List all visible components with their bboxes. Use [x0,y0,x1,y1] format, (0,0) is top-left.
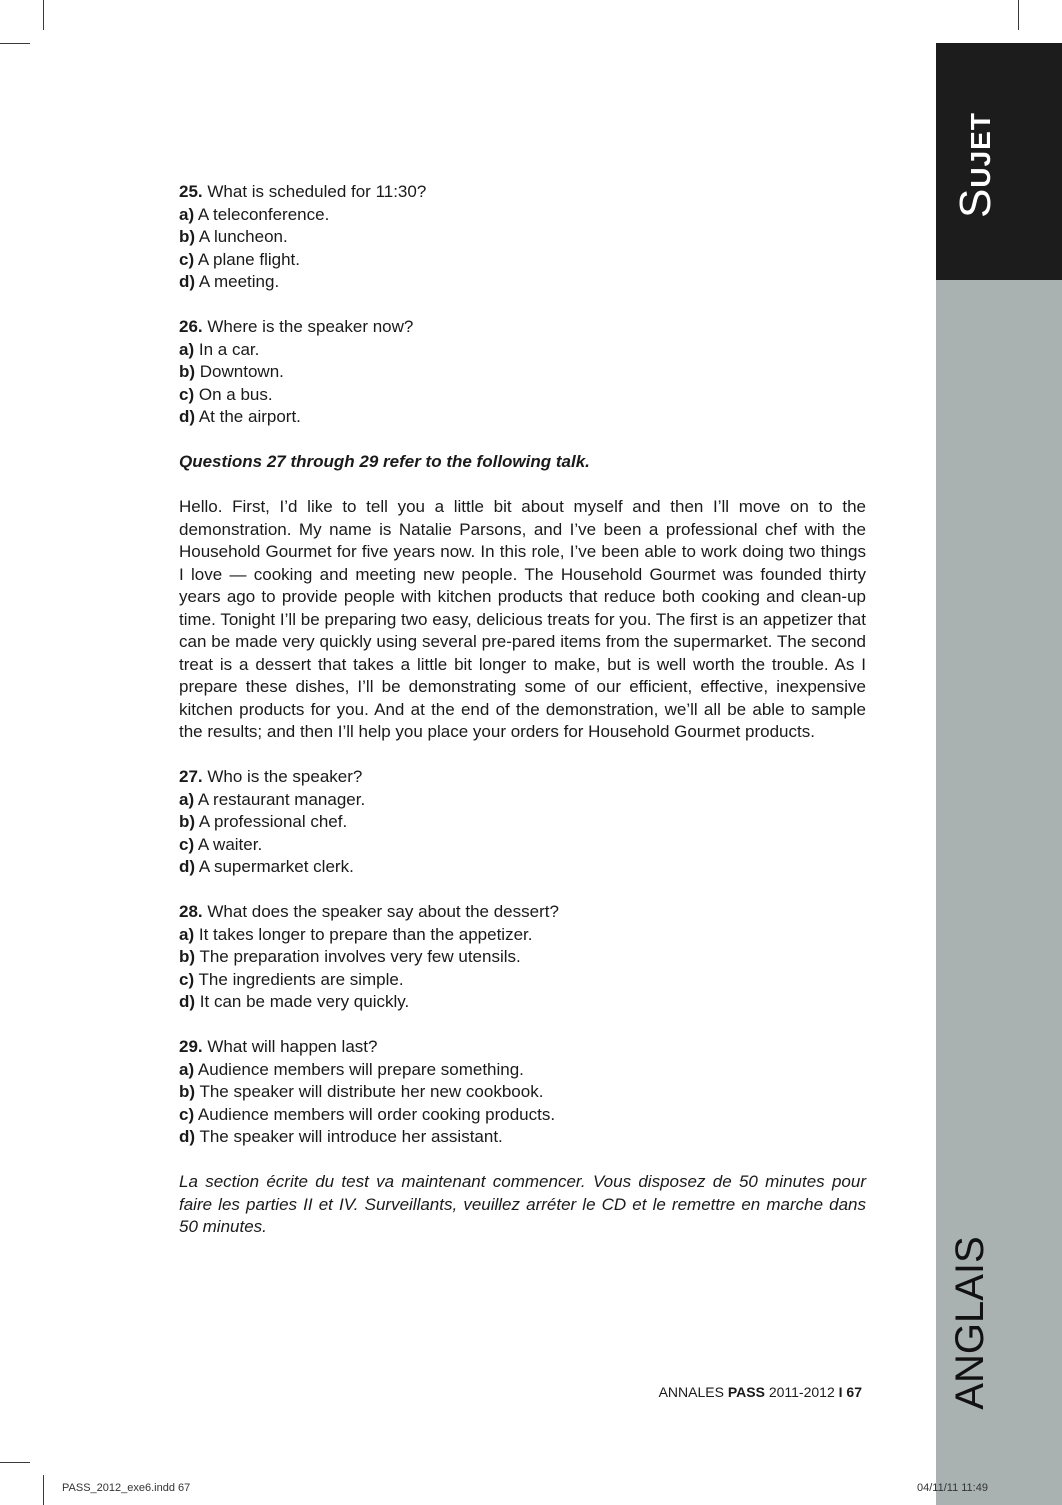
answer-option: c) Audience members will order cooking products. [179,1104,556,1124]
answer-option: b) Downtown. [179,362,284,381]
question-27 [179,766,866,879]
question-text: 27. Who is the speaker? [179,767,363,786]
section-heading: Questions 27 through 29 refer to the following talk. [179,452,590,471]
answer-option: a) In a car. [179,339,260,359]
answer-option: b) The speaker will distribute her new cookbook. [179,1082,544,1101]
answer-option: d) A supermarket clerk. [179,857,354,876]
print-slug-file: PASS_2012_exe6.indd 67 [62,1482,191,1494]
answer-option: d) It can be made very quickly. [179,992,410,1011]
answer-option: a) A teleconference. [179,204,330,224]
crop-mark [0,43,30,44]
crop-mark [0,1462,30,1463]
answer-option: c) On a bus. [179,384,273,404]
question-29 [179,1036,866,1149]
answer-option: b) A luncheon. [179,227,288,246]
answer-option: a) Audience members will prepare something. [179,1059,524,1079]
question-26 [179,316,866,429]
answer-option: b) The preparation involves very few utensils. [179,947,521,966]
crop-mark [43,1475,44,1505]
question-text: 25. What is scheduled for 11:30? [179,182,427,201]
answer-option: d) The speaker will introduce her assistant. [179,1127,503,1146]
crop-mark [1018,0,1019,30]
talk-transcript: Hello. First, I’d like to tell you a little bit about myself and then I’ll move on to the demonstration. My name is Natalie Parsons, and I’ve been a professional chef with the Household Gourmet for five years now. In this role, I’ve been able to work doing two things I love — cooking and meeting new people. The Household Gourmet was founded thirty years ago to provide people with kitchen products that reduce both cooking and clean-up time. Tonight I’ll be preparing two easy, delicious treats for you. The first is an appetizer that can be made very quickly using several pre-pared items from the supermarket. The second treat is a dessert that takes a little bit longer to make, but is well worth the trouble. As I prepare these dishes, I’ll be demonstrating some of our efficient, effective, inexpensive kitchen products for you. And at the end of the demonstration, we’ll all be able to sample the results; and then I’ll help you place your orders for Household Gourmet products. [179,497,866,741]
page-content [179,181,866,1239]
answer-option: b) A professional chef. [179,812,348,831]
question-28 [179,901,866,1014]
question-text: 28. What does the speaker say about the dessert? [179,902,559,921]
answer-option: c) A plane flight. [179,249,300,269]
answer-option: a) It takes longer to prepare than the appetizer. [179,924,533,944]
answer-option: c) The ingredients are simple. [179,969,404,989]
crop-mark [43,0,44,30]
page-footer: ANNALES PASS 2011-2012 I 67 [658,1384,862,1400]
question-25 [179,181,866,294]
anglais-label: ANGLAIS [948,1236,992,1410]
answer-option: d) At the airport. [179,407,301,426]
question-text: 29. What will happen last? [179,1037,378,1056]
question-text: 26. Where is the speaker now? [179,317,414,336]
answer-option: a) A restaurant manager. [179,789,366,809]
sujet-label: SUJET [951,112,1000,218]
answer-option: c) A waiter. [179,834,263,854]
closing-note: La section écrite du test va maintenant commencer. Vous disposez de 50 minutes pour faire les parties II et IV. Surveillants, veuillez arréter le CD et le remettre en marche dans 50 minutes. [179,1172,866,1236]
print-slug-datetime: 04/11/11 11:49 [917,1482,988,1494]
answer-option: d) A meeting. [179,272,280,291]
